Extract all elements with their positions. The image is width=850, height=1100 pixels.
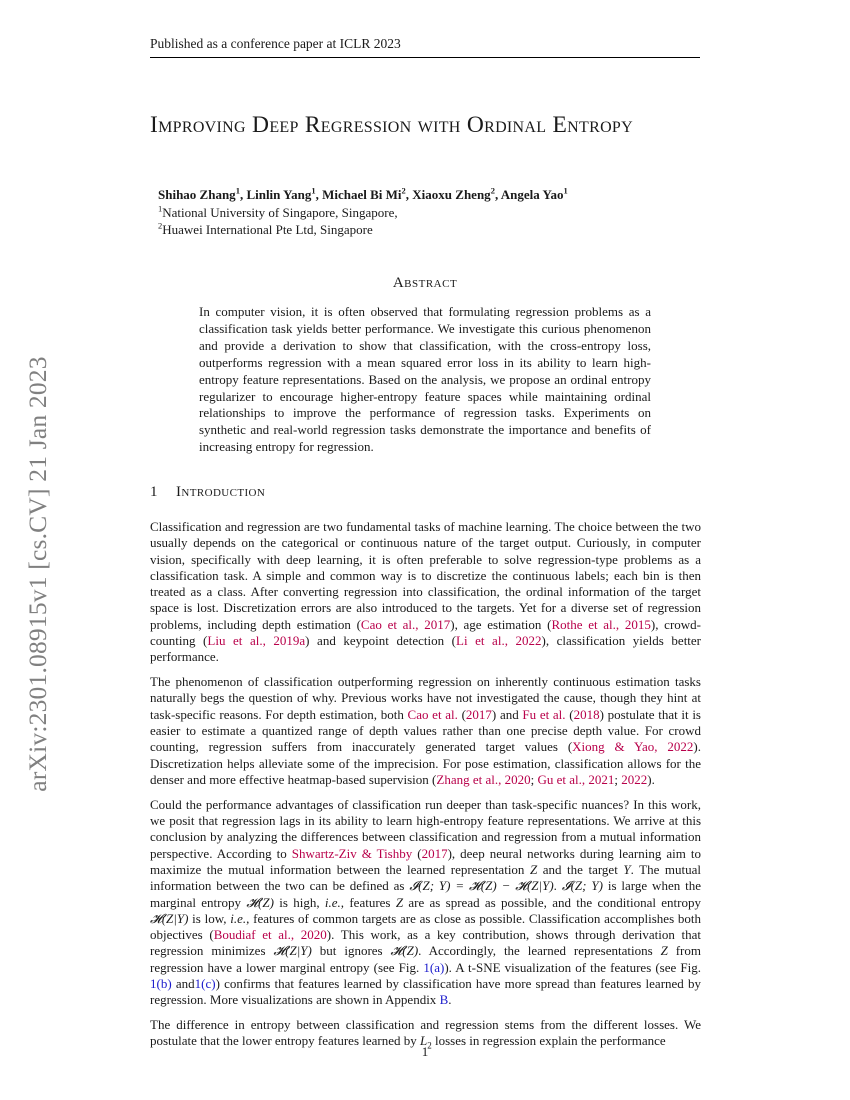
paper-title: Improving Deep Regression with Ordinal Entropy [150, 112, 633, 138]
text: is large when the marginal entropy [150, 878, 701, 910]
paragraph-1 [150, 519, 701, 666]
emphasis: i.e., [324, 894, 345, 910]
text: . [553, 878, 562, 894]
page-number: 1 [421, 1044, 429, 1059]
math: 𝓘(Z; Y) [561, 878, 603, 894]
text: ). Discretization helps alleviate some of the imprecision. For pose estimation, classification allows for the denser and more effective heatmap-based supervision ( [150, 739, 701, 787]
text: The difference in entropy between classification and regression stems from the different losses. We postulate that the lower entropy features learned by [150, 1017, 701, 1049]
text: features of common targets are as close as possible. Classification accomplishes both objectives ( [150, 910, 701, 943]
text: . Accordingly, the learned representations [418, 943, 661, 959]
appendix-ref-link[interactable]: B [439, 992, 449, 1008]
arxiv-sidebar [8, 296, 68, 852]
text: and [171, 976, 195, 992]
math: 𝓗(Z|Y) [150, 910, 189, 926]
citation-link[interactable]: Li et al., 2022 [456, 633, 542, 649]
author-name: Michael Bi Mi [322, 187, 402, 202]
author-name: Linlin Yang [246, 187, 312, 202]
citation-link[interactable]: Boudiaf et al., 2020 [213, 927, 327, 943]
author-name: Xiaoxu Zheng [412, 187, 491, 202]
text: ), deep neural networks during learning aim to maximize the mutual information between the learned representation [150, 845, 701, 877]
author-name: Angela Yao [500, 187, 564, 202]
affiliation-marker: 2 [490, 185, 495, 196]
citation-link[interactable]: 2022 [621, 771, 648, 787]
text: and the target [537, 861, 624, 877]
math: Y [623, 861, 631, 877]
citation-link[interactable]: Fu et al. [522, 706, 566, 722]
text: losses in regression explain the performance [431, 1033, 666, 1049]
text: ). [647, 771, 655, 787]
figure-ref-link[interactable]: 1(c) [194, 976, 216, 992]
math: 𝓗(Z|Y) [273, 943, 312, 959]
paragraph-3 [150, 797, 701, 1009]
citation-link[interactable]: Shwartz-Ziv & Tishby [291, 845, 413, 861]
emphasis: i.e., [230, 910, 250, 926]
math: Z [395, 894, 404, 910]
affiliation-marker: 2 [401, 185, 406, 196]
arxiv-identifier: arXiv:2301.08915v1 [cs.CV] 21 Jan 2023 [23, 356, 52, 792]
text: ), classification yields better performance. [150, 633, 702, 665]
running-header: Published as a conference paper at ICLR 2023 [150, 36, 700, 58]
affiliation-text: National University of Singapore, Singapore, [162, 204, 398, 220]
text: ) confirms that features learned by classification have more spread than features learned by regression. More visualizations are shown in Appendix [150, 976, 701, 1008]
text: are as spread as possible, and the conditional entropy [403, 894, 702, 910]
math: Z [529, 861, 538, 877]
text: ) and [491, 706, 523, 722]
citation-link[interactable]: Xiong & Yao, 2022 [572, 739, 694, 755]
text: . [448, 992, 452, 1008]
affiliation-text: Huawei International Pte Ltd, Singapore [162, 222, 373, 237]
text: is low, [188, 910, 231, 926]
citation-link[interactable]: Cao et al., 2017 [360, 616, 451, 632]
paragraph-2 [150, 674, 701, 788]
citation-link[interactable]: Cao et al. [407, 706, 458, 722]
text: but ignores [311, 943, 391, 959]
citation-link[interactable]: 2017 [421, 845, 448, 861]
math: 𝓘(Z; Y) = 𝓗(Z) − 𝓗(Z|Y) [409, 878, 554, 894]
affiliation-marker: 2 [158, 220, 163, 231]
text: ) and keypoint detection ( [305, 633, 456, 649]
text: Classification and regression are two fundamental tasks of machine learning. The choice between the two usually depends on the categorical or continuous nature of the target output. Curiously, in computer vision, specifically with deep learning, it is often preferable to solve regression-type problems as a classification task. A simple and common way is to discretize the continuous labels; each bin is then treated as a class. After converting regression into classification, the ordinal information of the target space is lost. Discretization errors are also introduced to the targets. Yet for a diverse set of regression problems, including depth estimation ( [150, 519, 701, 632]
section-number: 1 [150, 484, 158, 500]
text: ), crowd-counting ( [150, 616, 701, 649]
citation-link[interactable]: Zhang et al., 2020 [436, 771, 531, 787]
affiliation-1 [158, 204, 698, 222]
text: ( [565, 706, 574, 722]
citation-link[interactable]: Rothe et al., 2015 [551, 616, 651, 632]
body-text [150, 519, 701, 1063]
math: Z [660, 943, 668, 959]
author-names: Shihao Zhang$^1$, Linlin Yang$^1$, Michael Bi Mi$^2$, Xiaoxu Zheng$^2$, Angela Yao$^1$ [158, 185, 568, 202]
math: 𝓗(Z) [246, 894, 274, 910]
section-heading [150, 484, 700, 501]
affiliation-marker: 1 [158, 203, 163, 214]
text: from regression have a lower marginal entropy (see Fig. [150, 943, 701, 975]
math: L [420, 1033, 428, 1049]
affiliation-marker: 1 [235, 185, 240, 196]
affiliation-marker: 1 [563, 185, 568, 196]
text: ), age estimation ( [450, 616, 552, 632]
author-block [158, 186, 698, 239]
figure-ref-link[interactable]: 1(b) [150, 976, 172, 992]
text: ( [412, 845, 422, 861]
citation-link[interactable]: Gu et al., 2021 [537, 771, 615, 787]
affiliation-marker: 1 [311, 185, 316, 196]
text: features [344, 894, 396, 910]
math: 𝓗(Z) [390, 943, 419, 959]
citation-link[interactable]: Liu et al., 2019a [207, 633, 306, 649]
figure-ref-link[interactable]: 1(a) [423, 959, 445, 975]
citation-link[interactable]: 2018 [573, 706, 600, 722]
text: ). A t-SNE visualization of the features (see Fig. [444, 959, 701, 975]
text: ; [530, 771, 538, 787]
affiliation-2 [158, 221, 698, 239]
text: . The mutual information between the two can be defined as [150, 861, 701, 894]
text: ; [614, 771, 622, 787]
text: is high, [273, 894, 325, 910]
author-name: Shihao Zhang [158, 187, 236, 202]
text: ( [457, 706, 466, 722]
abstract-heading: Abstract [392, 275, 458, 291]
text: ) postulate that it is easier to estimate a quantized range of depth values rather than one precise depth value. For crowd counting, regression suffers from inaccurately generated target values ( [150, 706, 701, 755]
abstract-text: In computer vision, it is often observed that formulating regression problems as a classification task yields better performance. We investigate this curious phenomenon and provide a derivation to show that classification, with the cross-entropy loss, outperforms regression with a mean squared error loss in its ability to learn high-entropy feature representations. Based on the analysis, we propose an ordinal entropy regularizer to encourage higher-entropy feature spaces while maintaining ordinal relationships to improve the performance of regression tasks. Experiments on synthetic and real-world regression tasks demonstrate the importance and benefits of increasing entropy for regression. [199, 304, 651, 455]
citation-link[interactable]: 2017 [465, 706, 492, 722]
text: Could the performance advantages of classification run deeper than task-specific nuances? In this work, we posit that regression lags in its ability to learn high-entropy feature representations. We arrive at this conclusion by analyzing the differences between classification and regression from a mutual information perspective. According to [150, 796, 701, 861]
text: The phenomenon of classification outperforming regression on inherently continuous estimation tasks naturally begs the question of why. Previous works have not investigated the cause, though they hint at task-specific reasons. For depth estimation, both [150, 674, 701, 722]
math-subscript: 2 [427, 1041, 432, 1051]
text: ). This work, as a key contribution, shows through derivation that regression minimizes [150, 927, 701, 959]
section-title: Introduction [176, 484, 266, 500]
